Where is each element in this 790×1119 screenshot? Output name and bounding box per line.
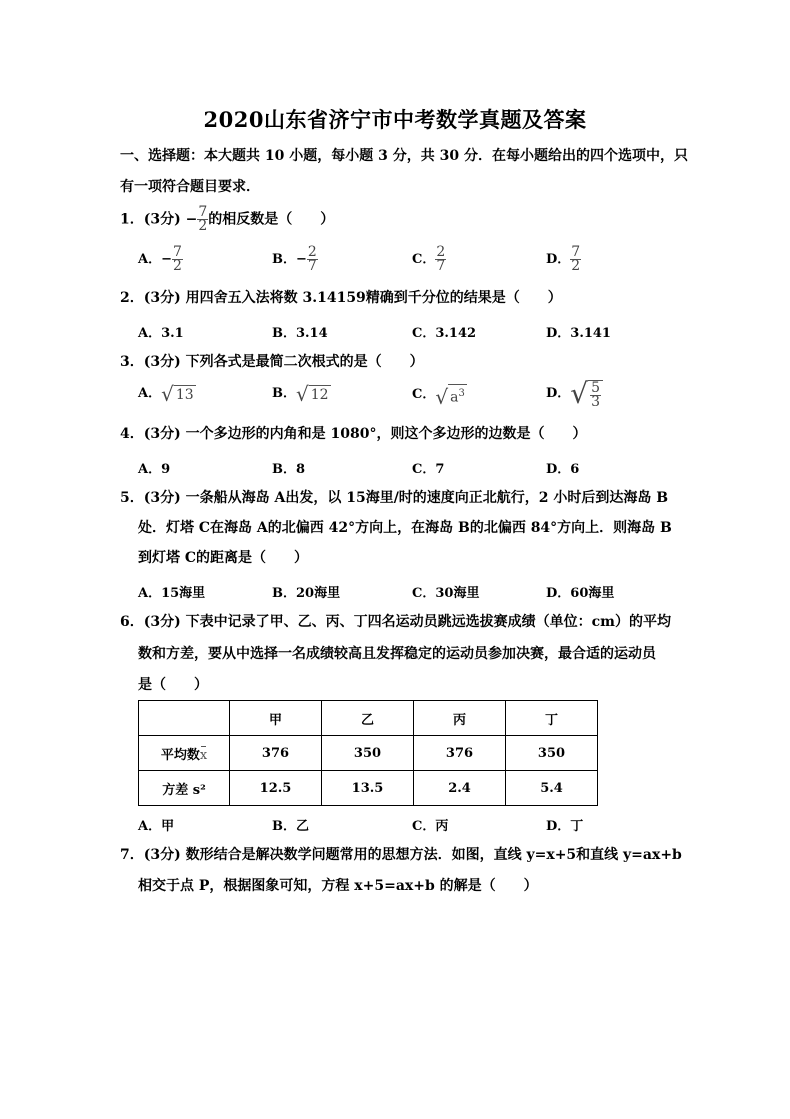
q5-option-a[interactable]: A．15海里 (138, 586, 206, 601)
q3-option-b-sqrt: √ 12 (296, 382, 329, 406)
q3-option-d-denominator: 3 (591, 394, 601, 410)
q1-option-d[interactable] (546, 246, 581, 273)
q3-option-b-label: B． (272, 386, 296, 401)
question-7-line-2: 相交于点 P，根据图象可知，方程 x+5=ax+b 的解是（ ） (138, 878, 538, 894)
q2-option-a[interactable]: A．3.1 (138, 326, 184, 341)
section-instructions-line-2: 有一项符合题目要求． (120, 179, 260, 195)
q6-option-b[interactable]: B．乙 (272, 819, 309, 834)
q1-option-c[interactable] (412, 246, 446, 273)
question-1-prefix: 1．(3分) − (120, 211, 198, 228)
table-header-row (139, 701, 598, 736)
q1-option-d-label: D． (546, 252, 571, 267)
q3-option-d[interactable] (546, 378, 603, 409)
q3-option-b[interactable] (272, 382, 331, 404)
q1-option-b[interactable] (272, 246, 318, 273)
q3-option-c-base: a (450, 389, 459, 406)
q1-option-c-denominator: 7 (436, 258, 446, 274)
question-1-suffix: 的相反数是（ ） (208, 211, 335, 228)
table-header-cell: 丁 (506, 701, 598, 736)
question-1 (120, 206, 334, 233)
q3-option-a-sqrt: √ 13 (161, 382, 194, 406)
q1-option-d-numerator: 7 (571, 244, 581, 260)
q3-option-d-numerator: 5 (591, 380, 601, 396)
question-1-fraction (197, 206, 208, 233)
q1-option-c-fraction (435, 246, 446, 273)
table-cell: 2.4 (414, 771, 506, 806)
table-row-label (139, 736, 230, 771)
q3-option-d-label: D． (546, 386, 571, 401)
q5-option-b[interactable]: B．20海里 (272, 586, 341, 601)
q1-option-c-label: C． (412, 252, 436, 267)
q3-option-c[interactable] (412, 382, 467, 407)
q5-option-c[interactable]: C．30海里 (412, 586, 480, 601)
q4-option-d[interactable]: D．6 (546, 462, 580, 477)
section-instructions-line-1: 一、选择题：本大题共 10 小题，每小题 3 分，共 30 分．在每小题给出的四个选项中，只 (120, 148, 688, 164)
table-row-label: 方差 s² (139, 771, 230, 806)
question-7-line-1: 7．(3分) 数形结合是解决数学问题常用的思想方法．如图，直线 y=x+5和直线 y=ax+b (120, 847, 682, 863)
q3-option-c-sqrt: √ $a^3$ (435, 384, 465, 409)
question-4: 4．(3分) 一个多边形的内角和是 1080°，则这个多边形的边数是（ ） (120, 426, 587, 442)
q3-option-c-exponent: 3 (458, 388, 465, 399)
table-cell: 13.5 (322, 771, 414, 806)
q3-option-a-label: A． (138, 386, 162, 401)
q2-option-b[interactable]: B．3.14 (272, 326, 328, 341)
table-row-mean (139, 736, 598, 771)
q1-option-a-denominator: 2 (172, 258, 182, 274)
q3-option-d-sqrt: √ $\frac{5}{3}$ (570, 378, 603, 409)
table-cell: 5.4 (506, 771, 598, 806)
table-cell: 350 (322, 736, 414, 771)
q1-option-a-fraction (172, 246, 183, 273)
q3-option-d-fraction (590, 382, 601, 409)
q6-option-d[interactable]: D．丁 (546, 819, 584, 834)
q5-option-d[interactable]: D．60海里 (546, 586, 615, 601)
scores-table (138, 700, 598, 806)
q3-option-c-label: C． (412, 386, 436, 402)
page-title: 2020山东省济宁市中考数学真题及答案 (203, 107, 587, 132)
table-header-cell: 丙 (414, 701, 506, 736)
q1-option-b-denominator: 7 (307, 258, 317, 274)
question-1-denominator: 2 (198, 218, 208, 234)
q1-option-c-numerator: 2 (436, 244, 446, 260)
q3-option-a[interactable] (138, 382, 196, 404)
table-cell: 376 (414, 736, 506, 771)
q3-option-a-radicand: 13 (175, 387, 194, 403)
q1-option-b-fraction (307, 246, 318, 273)
q6-option-a[interactable]: A．甲 (138, 819, 175, 834)
question-6-line-1: 6．(3分) 下表中记录了甲、乙、丙、丁四名运动员跳远选拔赛成绩（单位：cm）的平均 (120, 614, 671, 630)
q4-option-b[interactable]: B．8 (272, 462, 306, 477)
q4-option-a[interactable]: A．9 (138, 462, 171, 477)
q1-option-d-denominator: 2 (571, 258, 581, 274)
q1-option-b-numerator: 2 (307, 244, 317, 260)
question-1-numerator: 7 (198, 204, 208, 220)
mean-symbol: x (199, 747, 208, 763)
q6-option-c[interactable]: C．丙 (412, 819, 449, 834)
table-row-variance (139, 771, 598, 806)
question-2: 2．(3分) 用四舍五入法将数 3.14159精确到千分位的结果是（ ） (120, 290, 562, 306)
q2-option-d[interactable]: D．3.141 (546, 326, 611, 341)
q2-option-c[interactable]: C．3.142 (412, 326, 477, 341)
q1-option-a-numerator: 7 (172, 244, 182, 260)
mean-label: 平均数 (160, 747, 200, 763)
q1-option-a[interactable] (138, 246, 183, 273)
table-header-cell: 乙 (322, 701, 414, 736)
table-cell: 376 (230, 736, 322, 771)
question-6-line-2: 数和方差，要从中选择一名成绩较高且发挥稳定的运动员参加决赛，最合适的运动员 (138, 646, 656, 662)
q1-option-d-fraction (570, 246, 581, 273)
q3-option-c-radicand (448, 384, 467, 407)
table-header-cell: 甲 (230, 701, 322, 736)
table-cell: 12.5 (230, 771, 322, 806)
q1-option-a-label: A．− (138, 252, 172, 267)
question-6-line-3: 是（ ） (138, 677, 208, 693)
question-5-line-3: 到灯塔 C的距离是（ ） (138, 550, 309, 566)
q3-option-b-radicand: 12 (310, 387, 329, 403)
question-5-line-1: 5．(3分) 一条船从海岛 A出发，以 15海里/时的速度向正北航行，2 小时后到达海岛 B (120, 490, 669, 506)
q1-option-b-label: B．− (272, 252, 307, 267)
question-3: 3．(3分) 下列各式是最简二次根式的是（ ） (120, 354, 424, 370)
table-cell: 350 (506, 736, 598, 771)
question-5-line-2: 处．灯塔 C在海岛 A的北偏西 42°方向上，在海岛 B的北偏西 84°方向上．则海岛 B (138, 520, 672, 536)
q4-option-c[interactable]: C．7 (412, 462, 445, 477)
table-corner-cell (139, 701, 230, 736)
